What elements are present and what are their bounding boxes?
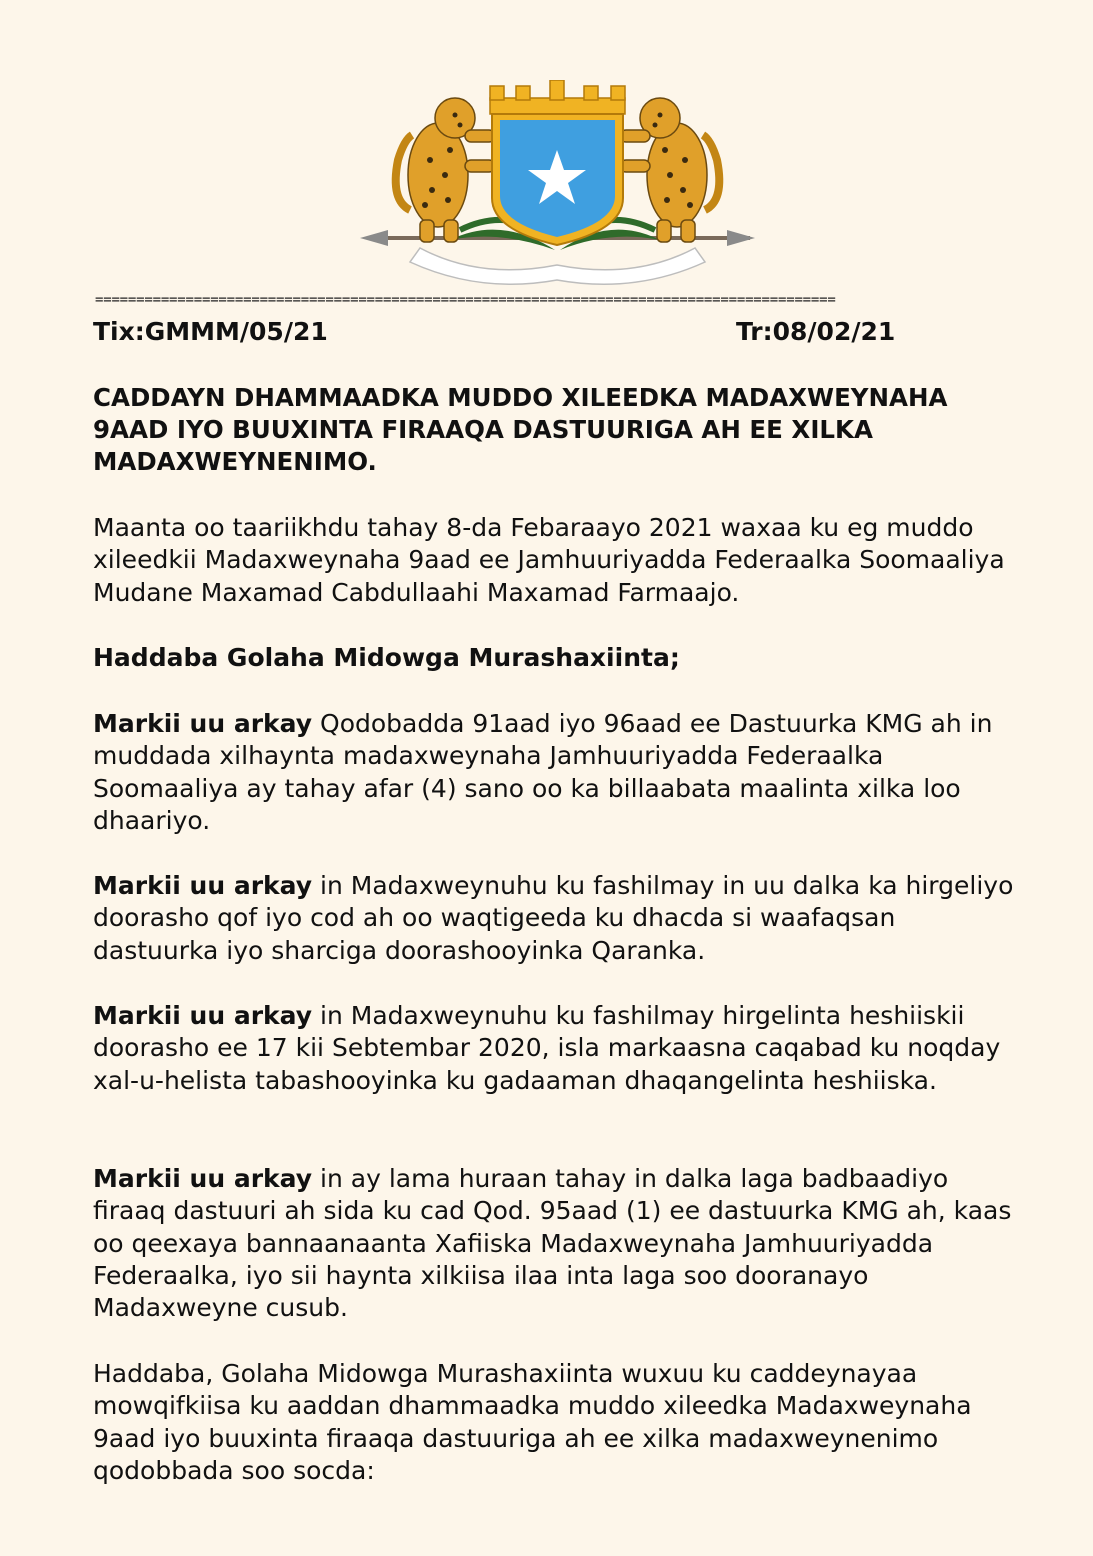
consideration-paragraph-4: [93, 1163, 1028, 1324]
consideration-text: in Madaxweynuhu ku fashilmay hirgelinta heshiiskii doorasho ee 17 kii Sebtembar 2020, isla markaasna caqabad ku noqday xal-u-helista tabashooyinka ku gadaaman dhaqangelinta heshiiska.: [93, 1001, 1001, 1095]
consideration-lead: Markii uu arkay: [93, 1001, 313, 1030]
consideration-lead: Markii uu arkay: [93, 709, 313, 738]
conclusion-paragraph: Haddaba, Golaha Midowga Murashaxiinta wuxuu ku caddeynayaa mowqifkiisa ku aaddan dhammaadka muddo xileedka Madaxweynaha 9aad iyo buuxinta firaaqa dastuuriga ah ee xilka madaxweynenimo qodobbada soo socda:: [93, 1359, 972, 1485]
reference-number: Tix:GMMM/05/21: [93, 317, 328, 346]
consideration-text: in ay lama huraan tahay in dalka laga badbaadiyo firaaq dastuuri ah sida ku cad Qod. 95aad (1) ee dastuurka KMG ah, kaas oo qeexaya bannaanaanta Xafiiska Madaxweynaha Jamhuuriyadda Federaalka, iyo sii haynta xilkiisa ilaa inta laga soo dooranayo Madaxweyne cusub.: [93, 1164, 1012, 1323]
consideration-paragraph-1: [93, 708, 1028, 837]
consideration-lead: Markii uu arkay: [93, 871, 313, 900]
consideration-paragraph-3: [93, 1000, 1028, 1097]
consideration-paragraph-2: [93, 870, 1028, 967]
intro-paragraph: Maanta oo taariikhdu tahay 8-da Febaraayo 2021 waxaa ku eg muddo xileedkii Madaxweynaha 9aad ee Jamhuuriyadda Federaalka Soomaaliya Mudane Maxamad Cabdullaahi Maxamad Farmaajo.: [93, 513, 1005, 607]
divider-rule: ==========================================================================================: [95, 293, 836, 307]
council-heading: Haddaba Golaha Midowga Murashaxiinta;: [93, 643, 680, 672]
coat-of-arms-icon: [360, 80, 755, 290]
consideration-text: Qodobadda 91aad iyo 96aad ee Dastuurka KMG ah in muddada xilhaynta madaxweynaha Jamhuuriyadda Federaalka Soomaaliya ay tahay afar (4) sano oo ka billaabata maalinta xilka loo dhaariyo.: [93, 709, 993, 835]
page-title: CADDAYN DHAMMAADKA MUDDO XILEEDKA MADAXWEYNAHA 9AAD IYO BUUXINTA FIRAAQA DASTUURIGA AH EE XILKA MADAXWEYNENIMO.: [93, 383, 948, 476]
consideration-lead: Markii uu arkay: [93, 1164, 313, 1193]
consideration-text: in Madaxweynuhu ku fashilmay in uu dalka ka hirgeliyo doorasho qof iyo cod ah oo waqtigeeda ku dhacda si waafaqsan dastuurka iyo sharciga doorashooyinka Qaranka.: [93, 871, 1014, 965]
document-date: Tr:08/02/21: [736, 317, 896, 346]
